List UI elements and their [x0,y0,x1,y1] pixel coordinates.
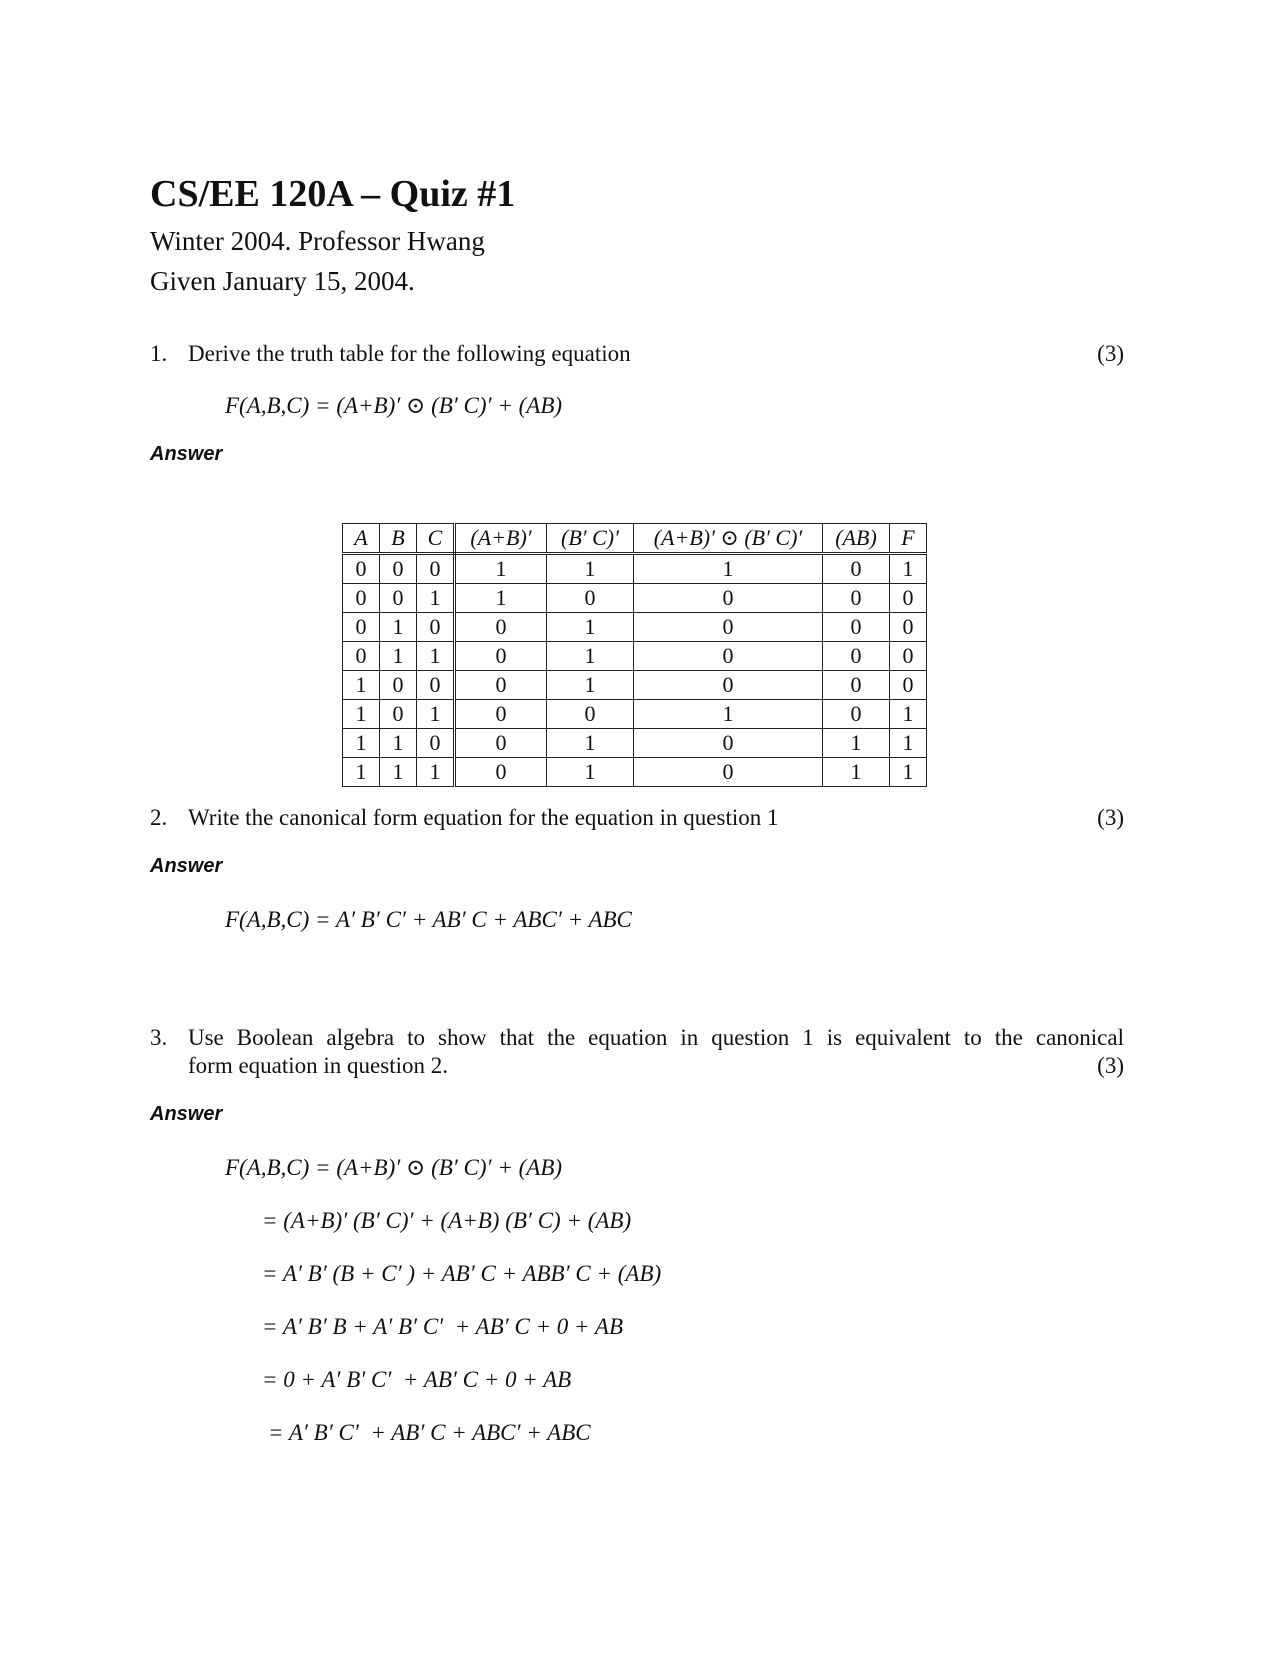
table-cell: 1 [823,758,890,787]
table-cell: 0 [634,729,823,758]
question-text: Derive the truth table for the following equation [188,341,631,366]
question-text-line-1: Use Boolean algebra to show that the equation in question 1 is equivalent to the canonical [188,1025,1124,1050]
question-number: 2. [150,805,168,830]
table-row [343,700,927,729]
table-cell: 1 [343,758,380,787]
table-cell: 0 [547,700,634,729]
answer-label-2: Answer [150,855,223,877]
table-cell: 0 [455,700,547,729]
page-title: CS/EE 120A – Quiz #1 [150,173,516,215]
table-cell: 1 [417,642,455,671]
table-cell: 0 [890,584,927,613]
table-cell: 0 [343,554,380,584]
table-cell: 1 [823,729,890,758]
derivation-step: = (A+B)′ (B′ C)′ + (A+B) (B′ C) + (AB) [262,1208,632,1233]
table-cell: 0 [823,700,890,729]
table-cell: 1 [634,554,823,584]
table-cell: 0 [380,584,417,613]
table-cell: 1 [380,758,417,787]
table-row [343,554,927,584]
table-cell: 1 [417,584,455,613]
table-cell: 0 [343,613,380,642]
table-cell: 1 [547,642,634,671]
derivation-step: = 0 + A′ B′ C′ + AB′ C + 0 + AB [262,1367,572,1392]
header-cell: F [890,524,927,554]
question-points: (3) [1097,805,1124,830]
table-cell: 1 [547,729,634,758]
table-cell: 0 [417,554,455,584]
derivation-step: = A′ B′ (B + C′ ) + AB′ C + ABB′ C + (AB) [262,1261,662,1286]
table-cell: 1 [343,729,380,758]
table-cell: 0 [890,671,927,700]
table-cell: 1 [634,700,823,729]
table-cell: 0 [380,671,417,700]
table-cell: 0 [455,729,547,758]
table-cell: 0 [343,584,380,613]
truth-table-body [343,554,927,787]
table-cell: 1 [547,613,634,642]
table-cell: 0 [455,613,547,642]
question-number: 1. [150,341,168,366]
table-cell: 0 [417,729,455,758]
question-text: Write the canonical form equation for the equation in question 1 [188,805,779,830]
table-cell: 0 [823,554,890,584]
q1-equation: F(A,B,C) = (A+B)′ ⊙ (B′ C)′ + (AB) [225,393,563,418]
table-row [343,584,927,613]
table-row [343,613,927,642]
table-cell: 1 [380,613,417,642]
table-cell: 1 [547,554,634,584]
question-3 [150,1024,1124,1084]
table-row [343,758,927,787]
table-cell: 0 [890,613,927,642]
course-subtitle: Winter 2004. Professor Hwang [150,226,485,256]
table-cell: 0 [380,554,417,584]
table-cell: 0 [634,671,823,700]
table-cell: 0 [823,642,890,671]
table-cell: 1 [547,758,634,787]
table-cell: 1 [343,671,380,700]
table-cell: 0 [455,642,547,671]
table-cell: 0 [455,758,547,787]
derivation-step: = A′ B′ B + A′ B′ C′ + AB′ C + 0 + AB [262,1314,624,1339]
table-cell: 1 [380,729,417,758]
question-text-line-2: form equation in question 2. [188,1053,448,1078]
table-cell: 1 [547,671,634,700]
q2-answer-equation: F(A,B,C) = A′ B′ C′ + AB′ C + ABC′ + ABC [225,907,632,932]
table-row [343,671,927,700]
table-cell: 0 [634,642,823,671]
table-cell: 0 [455,671,547,700]
truth-table [342,523,927,787]
header-cell: (B′ C)′ [547,524,634,554]
table-cell: 0 [890,642,927,671]
table-row [343,729,927,758]
table-cell: 0 [417,671,455,700]
table-cell: 1 [380,642,417,671]
table-cell: 1 [890,729,927,758]
question-points: (3) [1097,1053,1124,1078]
answer-label-3: Answer [150,1103,223,1125]
table-cell: 0 [343,642,380,671]
table-cell: 0 [823,671,890,700]
table-cell: 0 [417,613,455,642]
header-cell: (A+B)′ ⊙ (B′ C)′ [634,524,823,554]
table-cell: 1 [343,700,380,729]
answer-label-1: Answer [150,443,223,465]
table-cell: 0 [634,758,823,787]
header-cell: (A+B)′ [455,524,547,554]
table-cell: 1 [455,554,547,584]
table-cell: 0 [823,613,890,642]
derivation-step: F(A,B,C) = (A+B)′ ⊙ (B′ C)′ + (AB) [225,1155,563,1180]
table-row [343,642,927,671]
table-cell: 1 [890,554,927,584]
table-cell: 0 [634,613,823,642]
question-points: (3) [1097,341,1124,366]
table-cell: 1 [417,700,455,729]
table-cell: 0 [823,584,890,613]
table-cell: 0 [547,584,634,613]
given-date: Given January 15, 2004. [150,266,415,296]
header-cell: (AB) [823,524,890,554]
truth-table-header [343,524,927,554]
table-cell: 1 [455,584,547,613]
header-cell: B [380,524,417,554]
derivation-step: = A′ B′ C′ + AB′ C + ABC′ + ABC [268,1420,591,1445]
header-cell: A [343,524,380,554]
header-cell: C [417,524,455,554]
table-cell: 1 [890,700,927,729]
question-number: 3. [150,1025,168,1050]
table-cell: 1 [890,758,927,787]
table-cell: 1 [417,758,455,787]
table-cell: 0 [634,584,823,613]
table-cell: 0 [380,700,417,729]
